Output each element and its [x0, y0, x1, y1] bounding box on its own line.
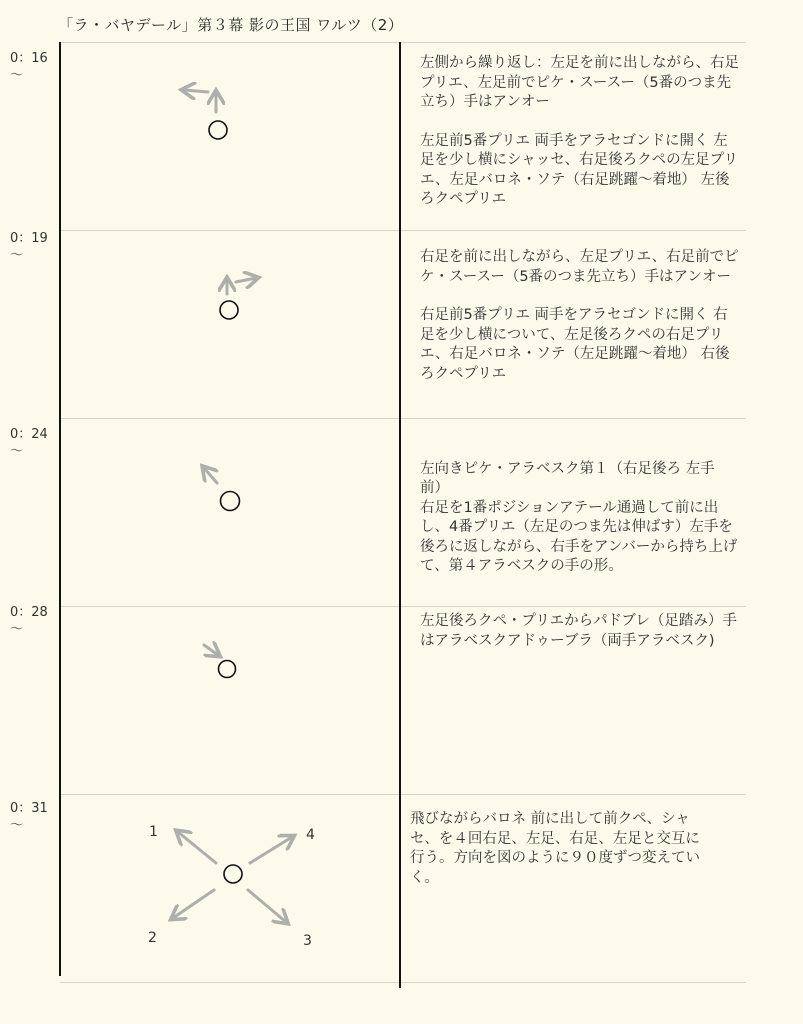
- dancer-position-circle: [224, 865, 242, 883]
- dancer-position-circle: [220, 301, 238, 319]
- time-tilde: 〜: [10, 444, 24, 459]
- diagram-label-3: 3: [303, 933, 312, 949]
- direction-arrow: [204, 645, 218, 655]
- time-value: 0：19: [10, 231, 48, 246]
- description-paragraph: 右足前5番プリエ 両手をアラセゴンドに開く 右足を少し横について、左足後ろクペの右足プリエ、右足バロネ・ソテ（左足跳躍〜着地） 右後ろクペプリエ: [420, 307, 730, 382]
- time-value: 0：28: [10, 605, 48, 620]
- page-title: 「ラ・バヤデール」第３幕 影の王国 ワルツ（2）: [58, 16, 404, 34]
- direction-arrow: [184, 90, 208, 92]
- diagram-label-2: 2: [148, 930, 157, 946]
- description-paragraph: 左側から繰り返し：左足を前に出しながら、右足プリエ、左足前でピケ・スースー（5番のつま先立ち）手はアンオー: [420, 55, 739, 110]
- direction-arrow: [236, 278, 256, 282]
- description-paragraph: 左足後ろクペ・プリエからパドブレ（足踏み）手はアラベスクアドゥーブラ（両手アラベスク): [420, 613, 737, 649]
- dancer-position-circle: [219, 661, 236, 678]
- time-value: 0：16: [10, 51, 48, 66]
- direction-arrow: [204, 468, 217, 483]
- direction-arrow: [248, 890, 286, 922]
- description-paragraph: 飛びながらバロネ 前に出して前クペ、シャセ、を４回右足、左足、右足、左足と交互に行う。方向を図のように９０度ずつ変えていく。: [410, 811, 700, 886]
- diagram-label-4: 4: [306, 827, 315, 843]
- time-value: 0：31: [10, 801, 48, 816]
- time-tilde: 〜: [10, 818, 24, 833]
- description-paragraph: 左向きピケ・アラベスク第１（右足後ろ 左手前） 右足を1番ポジションアテール通過して前に出し、4番プリエ（左足のつま先は伸ばす）左手を後ろに返しながら、右手をアンバーから持ち上げて、第４アラベスクの手の形。: [420, 460, 738, 574]
- time-tilde: 〜: [10, 248, 24, 263]
- time-tilde: 〜: [10, 68, 24, 83]
- direction-arrow: [250, 837, 292, 863]
- direction-arrow: [173, 890, 214, 918]
- time-tilde: 〜: [10, 622, 24, 637]
- description-paragraph: 右足を前に出しながら、左足プリエ、右足前でピケ・スースー（5番のつま先立ち）手はアンオー: [420, 249, 739, 285]
- diagram-label-1: 1: [149, 824, 158, 840]
- direction-arrow: [178, 832, 216, 863]
- dancer-position-circle: [221, 492, 240, 511]
- dancer-position-circle: [209, 121, 227, 139]
- description-paragraph: 左足前5番プリエ 両手をアラセゴンドに開く 左足を少し横にシャッセ、右足後ろクペの左足プリエ、左足バロネ・ソテ（右足跳躍〜着地） 左後ろクペプリエ: [420, 132, 738, 207]
- time-value: 0：24: [10, 427, 48, 442]
